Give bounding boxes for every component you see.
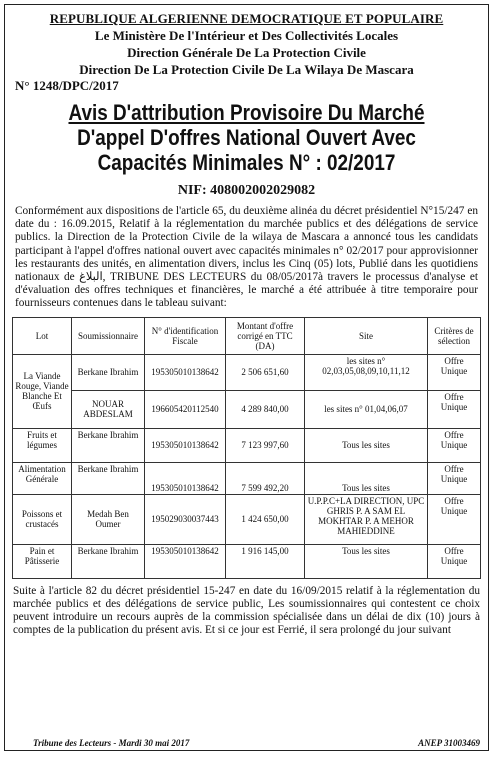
- cell-bidder: Berkane Ibrahim: [72, 462, 145, 494]
- cell-nif: 195305010138642: [145, 354, 226, 390]
- ministry-line: Le Ministère De l'Intérieur et Des Collectivités Locales: [94, 28, 399, 43]
- title-line-1: Avis D'attribution Provisoire Du Marché: [68, 100, 425, 125]
- cell-site: U.P.P.C+LA DIRECTION, UPC GHRIS P. A SAM EL MOKHTAR P. A MEHOR MAHIEDDINE: [305, 494, 428, 544]
- cell-nif: 195305010138642: [145, 428, 226, 462]
- intro-paragraph: Conformément aux dispositions de l'article 65, du deuxième alinéa du décret présidentiel N°15/247 en date du : 16.09.2015, Relatif à la réglementation du marchée publics et des délégations de service publics. la Direction de la Protection Civile de la wilaya de Mascara a annoncé tous les candidats participant à l'appel d'offres national ouvert avec capacités minimales n° 02/2017 pour approvisionner les restaurants des unités, en alimentation divers, inclus les Cinq (05) lots, Publié dans les quotidiens nationaux de البلاغ, TRIBUNE DES LECTEURS du 08/05/2017à travers le processus d'analyse et d'évaluation des offres techniques et financières, le marché a été attribuée à titre temporaire pour fournisseurs contenues dans le tableau suivant:: [15, 205, 478, 310]
- direction-general-line: Direction Générale De La Protection Civile: [127, 45, 366, 60]
- cell-nif: 195029030037443: [145, 494, 226, 544]
- header-lot: Lot: [13, 317, 72, 354]
- direction-wilaya-line: Direction De La Protection Civile De La Wilaya De Mascara: [79, 62, 414, 77]
- cell-bidder: NOUAR ABDESLAM: [72, 390, 145, 428]
- cell-bidder: Berkane Ibrahim: [72, 428, 145, 462]
- cell-site: Tous les sites: [305, 462, 428, 494]
- cell-site: les sites n° 02,03,05,08,09,10,11,12: [305, 354, 428, 390]
- title-line-2: D'appel D'offres National Ouvert Avec: [77, 125, 416, 150]
- cell-criteria: Offre Unique: [428, 428, 481, 462]
- notice-page: [4, 4, 489, 751]
- cell-bidder: Berkane Ibrahim: [72, 544, 145, 578]
- cell-site: Tous les sites: [305, 544, 428, 578]
- table-row: [13, 544, 481, 578]
- table-row: [13, 390, 481, 428]
- cell-nif: 195305010138642: [145, 462, 226, 494]
- cell-lot: La Viande Rouge, Viande Blanche Et Œufs: [13, 354, 72, 428]
- cell-criteria: Offre Unique: [428, 390, 481, 428]
- cell-bidder: Medah Ben Oumer: [72, 494, 145, 544]
- table-header-row: [13, 317, 481, 354]
- header-criteria: Critères de sélection: [428, 317, 481, 354]
- publication-footer: [13, 738, 480, 748]
- cell-criteria: Offre Unique: [428, 462, 481, 494]
- header-amount: Montant d'offre corrigé en TTC (DA): [226, 317, 305, 354]
- cell-amount: 1 916 145,00: [226, 544, 305, 578]
- cell-amount: 7 123 997,60: [226, 428, 305, 462]
- cell-lot: Poissons et crustacés: [13, 494, 72, 544]
- table-row: [13, 354, 481, 390]
- table-row: [13, 428, 481, 462]
- table-row: [13, 462, 481, 494]
- cell-criteria: Offre Unique: [428, 544, 481, 578]
- cell-amount: 2 506 651,60: [226, 354, 305, 390]
- nif-number: NIF: 408002002029082: [177, 183, 316, 198]
- cell-amount: 1 424 650,00: [226, 494, 305, 544]
- cell-nif: 196605420112540: [145, 390, 226, 428]
- cell-amount: 4 289 840,00: [226, 390, 305, 428]
- header-bidder: Soumissionnaire: [72, 317, 145, 354]
- cell-bidder: Berkane Ibrahim: [72, 354, 145, 390]
- attribution-table: [12, 317, 481, 579]
- publication-source: Tribune des Lecteurs - Mardi 30 mai 2017: [33, 738, 190, 748]
- title-line-3: Capacités Minimales N° : 02/2017: [97, 150, 396, 175]
- cell-criteria: Offre Unique: [428, 494, 481, 544]
- header-nif: N° d'identification Fiscale: [145, 317, 226, 354]
- notice-title: [39, 100, 454, 175]
- header-site: Site: [305, 317, 428, 354]
- cell-lot: Alimentation Générale: [13, 462, 72, 494]
- cell-nif: 195305010138642: [145, 544, 226, 578]
- republic-heading: REPUBLIQUE ALGERIENNE DEMOCRATIQUE ET POPULAIRE: [49, 11, 444, 26]
- table-row: [13, 494, 481, 544]
- cell-lot: Pain et Pâtisserie: [13, 544, 72, 578]
- cell-amount: 7 599 492,20: [226, 462, 305, 494]
- reference-number: N° 1248/DPC/2017: [15, 78, 119, 93]
- appeal-paragraph: Suite à l'article 82 du décret présidentiel 15-247 en date du 16/09/2015 relatif à la réglementation du marchée publics et des délégations de service public, Les soumissionnaires qui contestent ce choix peuvent introduire un recours auprès de la commission spécialisée dans un délai de dix (10) jours à comptes de la publication du présent avis. Et si ce jour est Ferrié, il sera prolongé du jour suivant: [13, 584, 480, 637]
- cell-site: Tous les sites: [305, 428, 428, 462]
- cell-site: les sites n° 01,04,06,07: [305, 390, 428, 428]
- cell-criteria: Offre Unique: [428, 354, 481, 390]
- cell-lot: Fruits et légumes: [13, 428, 72, 462]
- anep-number: ANEP 31003469: [418, 738, 480, 748]
